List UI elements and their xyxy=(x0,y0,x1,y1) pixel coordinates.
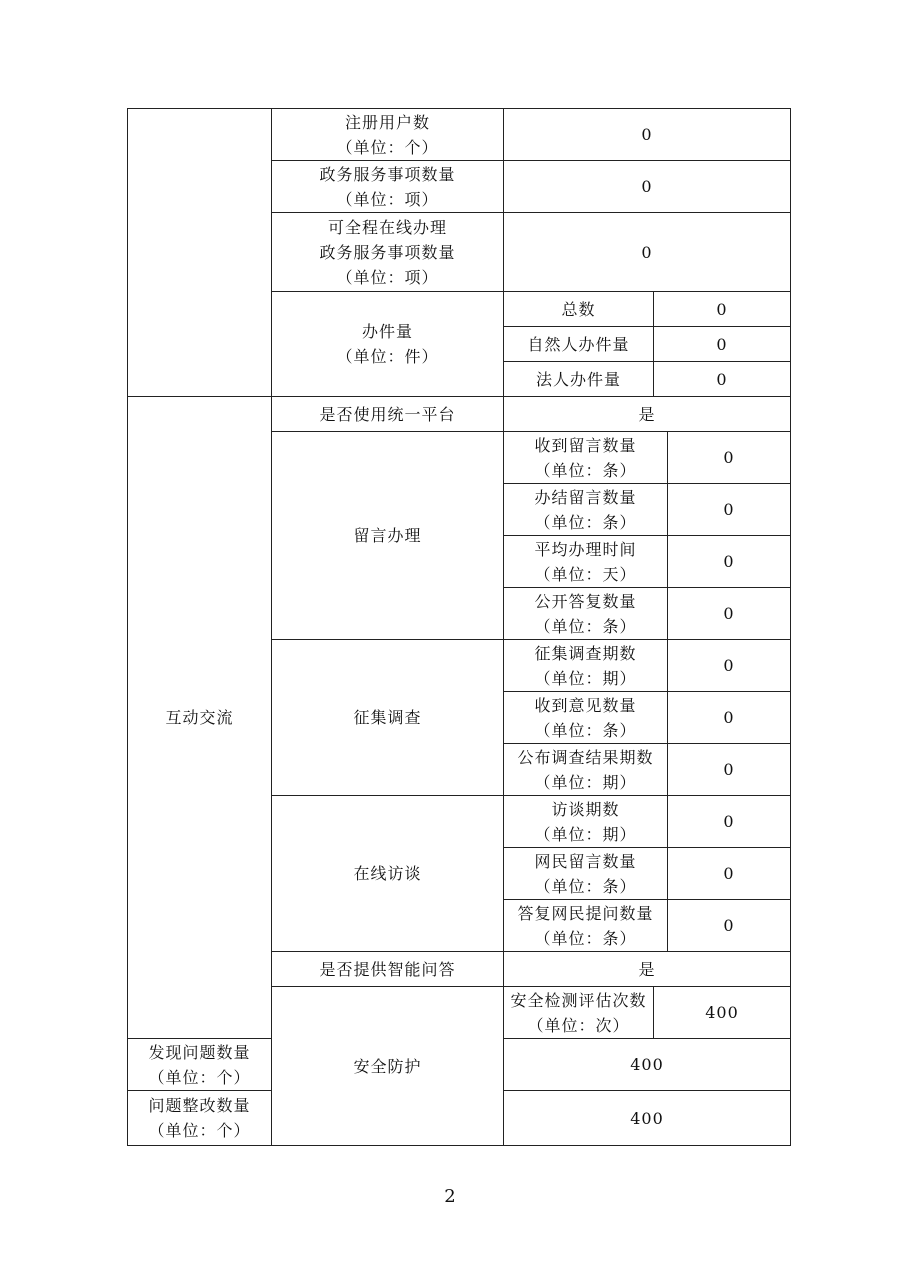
group-label: 留言办理 xyxy=(272,432,504,640)
sub-label: 网民留言数量 （单位：条） xyxy=(504,848,668,900)
row-label: 是否提供智能问答 xyxy=(272,952,504,987)
sub-value: 0 xyxy=(668,744,791,796)
row-value: 400 xyxy=(504,1091,791,1146)
row-label: 政务服务事项数量 （单位：项） xyxy=(272,161,504,213)
row-value: 400 xyxy=(504,1039,791,1091)
sub-value: 0 xyxy=(668,900,791,952)
sub-label: 法人办件量 xyxy=(504,362,654,397)
section-label-security: 安全防护 xyxy=(272,987,504,1146)
sub-value: 0 xyxy=(668,432,791,484)
table-row xyxy=(128,109,791,161)
row-label: 发现问题数量 （单位：个） xyxy=(128,1039,272,1091)
sub-label: 平均办理时间 （单位：天） xyxy=(504,536,668,588)
sub-value: 0 xyxy=(654,362,791,397)
row-label: 是否使用统一平台 xyxy=(272,397,504,432)
page-number: 2 xyxy=(444,1186,456,1207)
sub-value: 0 xyxy=(668,640,791,692)
row-value: 0 xyxy=(504,213,791,292)
group-label: 在线访谈 xyxy=(272,796,504,952)
sub-value: 0 xyxy=(668,536,791,588)
sub-value: 0 xyxy=(654,292,791,327)
row-value: 是 xyxy=(504,952,791,987)
sub-value: 0 xyxy=(668,588,791,640)
row-value: 0 xyxy=(504,161,791,213)
sub-label: 办结留言数量 （单位：条） xyxy=(504,484,668,536)
row-label: 可全程在线办理 政务服务事项数量 （单位：项） xyxy=(272,213,504,292)
group-label: 征集调查 xyxy=(272,640,504,796)
row-value: 是 xyxy=(504,397,791,432)
sub-label: 公开答复数量 （单位：条） xyxy=(504,588,668,640)
row-label: 问题整改数量 （单位：个） xyxy=(128,1091,272,1146)
row-label: 注册用户数 （单位：个） xyxy=(272,109,504,161)
continued-section-cell xyxy=(128,109,272,397)
sub-label: 收到留言数量 （单位：条） xyxy=(504,432,668,484)
section-label-interaction: 互动交流 xyxy=(128,397,272,1039)
sub-value: 0 xyxy=(668,484,791,536)
sub-value: 0 xyxy=(668,796,791,848)
sub-label: 总数 xyxy=(504,292,654,327)
statistics-table xyxy=(127,108,791,1146)
table-row xyxy=(128,397,791,432)
row-value: 400 xyxy=(654,987,791,1039)
sub-label: 答复网民提问数量 （单位：条） xyxy=(504,900,668,952)
sub-label: 公布调查结果期数 （单位：期） xyxy=(504,744,668,796)
sub-label: 收到意见数量 （单位：条） xyxy=(504,692,668,744)
sub-value: 0 xyxy=(654,327,791,362)
sub-label: 征集调查期数 （单位：期） xyxy=(504,640,668,692)
group-label: 办件量 （单位：件） xyxy=(272,292,504,397)
sub-value: 0 xyxy=(668,692,791,744)
sub-label: 访谈期数 （单位：期） xyxy=(504,796,668,848)
sub-label: 自然人办件量 xyxy=(504,327,654,362)
sub-value: 0 xyxy=(668,848,791,900)
row-label: 安全检测评估次数 （单位：次） xyxy=(504,987,654,1039)
row-value: 0 xyxy=(504,109,791,161)
